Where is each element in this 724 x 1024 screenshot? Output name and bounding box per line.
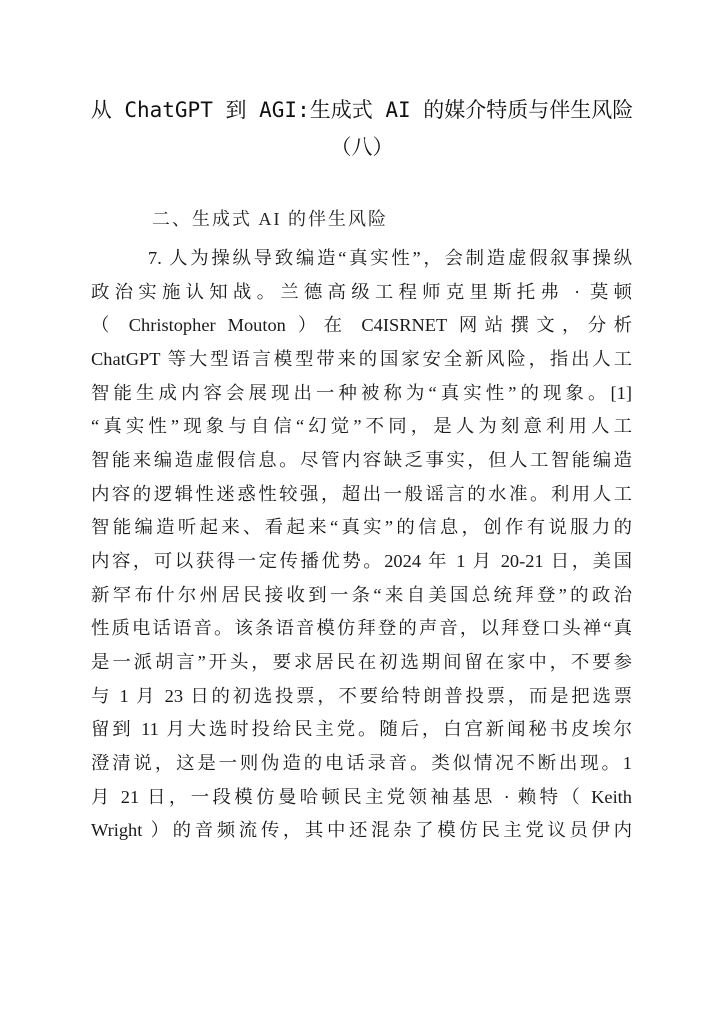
body-line: ChatGPT 等大型语言模型带来的国家安全新风险，指出人工 — [91, 349, 632, 369]
body-line: 与 1 月 23 日的初选投票，不要给特朗普投票，而是把选票 — [91, 686, 632, 706]
document-subtitle: （八） — [330, 135, 394, 159]
section-heading: 二、生成式 AI 的伴生风险 — [152, 209, 388, 229]
body-line: 内容的逻辑性迷惑性较强，超出一般谣言的水准。利用人工 — [91, 484, 632, 504]
body-line: 新罕布什尔州居民接收到一条“来自美国总统拜登”的政治 — [91, 585, 632, 605]
body-line: 7. 人为操纵导致编造“真实性”，会制造虚假叙事操纵 — [148, 248, 632, 268]
body-line: 月 21 日，一段模仿曼哈顿民主党领袖基思 · 赖特（ Keith — [91, 787, 632, 807]
body-line: 智能编造听起来、看起来“真实”的信息，创作有说服力的 — [91, 517, 632, 537]
body-line: 澄清说，这是一则伪造的电话录音。类似情况不断出现。1 — [91, 753, 632, 773]
body-line: 内容，可以获得一定传播优势。2024 年 1 月 20-21 日，美国 — [91, 551, 632, 571]
body-line: 性质电话语音。该条语音模仿拜登的声音，以拜登口头禅“真 — [91, 618, 632, 638]
body-line: （ Christopher Mouton ）在 C4ISRNET 网站撰文，分析 — [91, 315, 632, 335]
body-line: Wright ）的音频流传，其中还混杂了模仿民主党议员伊内 — [91, 820, 632, 840]
body-line: “真实性”现象与自信“幻觉”不同，是人为刻意利用人工 — [91, 416, 632, 436]
body-line: 智能生成内容会展现出一种被称为“真实性”的现象。[1] — [91, 383, 632, 403]
body-line: 是一派胡言”开头，要求居民在初选期间留在家中，不要参 — [91, 652, 632, 672]
body-line: 政治实施认知战。兰德高级工程师克里斯托弗 · 莫顿 — [91, 282, 632, 302]
document-title: 从 ChatGPT 到 AGI:生成式 AI 的媒介特质与伴生风险 — [90, 98, 634, 122]
body-line: 留到 11 月大选时投给民主党。随后，白宫新闻秘书皮埃尔 — [91, 719, 632, 739]
body-line: 智能来编造虚假信息。尽管内容缺乏事实，但人工智能编造 — [91, 450, 632, 470]
